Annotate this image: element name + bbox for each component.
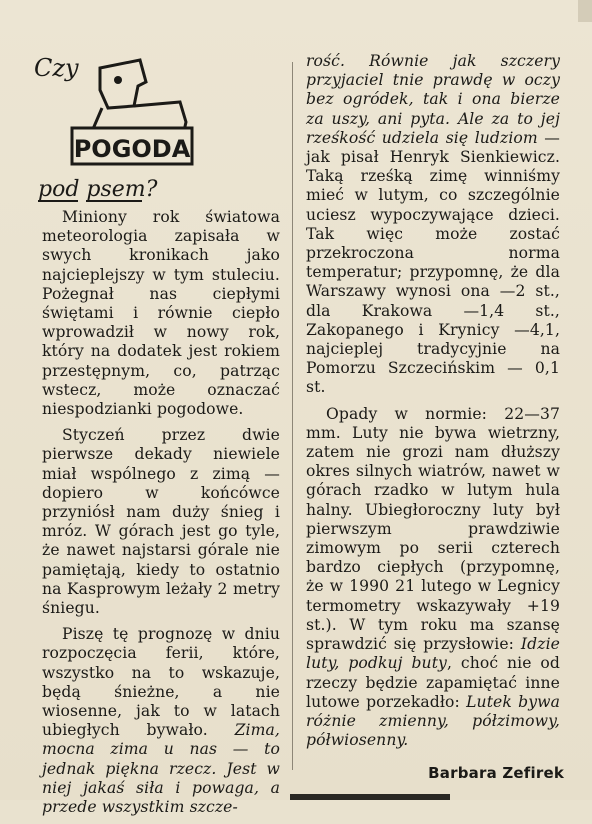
paragraph bbox=[306, 52, 560, 398]
article-column-left bbox=[42, 208, 280, 824]
page-edge-scrap bbox=[578, 0, 592, 22]
paragraph-text: Opady w normie: 22—37 mm. Luty nie bywa wietrzny, zatem nie grozi nam dłuższy okres silnych wiatrów, nawet w górach rzadko w lutym hula halny. Ubiegłoroczny luty był pierwszym prawdziwie zimowym po serii czterech bardzo ciepłych (przypomnę, że w 1990 21 lutego w Legnicy termometry wskazywały +19 st.). W tym roku ma szansę sprawdzić się przysłowie: bbox=[306, 404, 560, 654]
logo-word-main: POGODA bbox=[73, 135, 191, 163]
paragraph: Styczeń przez dwie pierwsze dekady niewiele miał wspólnego z zimą — dopiero w końcówce przyniósł nam duży śnieg i mróz. W górach jest go tyle, że nawet najstarsi górale nie pamiętają, kiedy to ostatnio na Kasprowym leżały 2 metry śniegu. bbox=[42, 426, 280, 618]
quote-text: Zima, mocna zima u nas — to jednak piękna rzecz. Jest w niej jakaś siła i powaga, a przede wszystkim szcze- bbox=[42, 721, 280, 817]
paragraph bbox=[306, 405, 560, 751]
paragraph-text: Piszę tę prognozę w dniu rozpoczęcia ferii, które, wszystko na to wskazuje, będą śnieżne, a nie wiosenne, jak to w latach ubiegłych bywało. bbox=[42, 625, 280, 740]
proverb-text: Lutek bywa różnie zmienny, półzimowy, półwiosenny. bbox=[306, 692, 560, 750]
paragraph-text: , choć nie od rzeczy będzie zapamiętać inne lutowe porzekadło: bbox=[306, 654, 560, 711]
proverb-text: Idzie luty, podkuj buty bbox=[306, 635, 560, 673]
column-logo bbox=[30, 46, 200, 206]
paragraph-text: — jak pisał Henryk Sienkiewicz. Taką rześką zimę winniśmy mieć w lutym, co szczególnie uciesz wypoczywające dzieci. Tak więc może zostać przekroczona norma temperatur; przypomnę, że dla Warszawy wynosi ona —2 st., dla Krakowa —1,4 st., Zakopanego i Krynicy —4,1, najcieplej tradycyjnie na Pomorzu Szczecińskim — 0,1 st. bbox=[306, 128, 560, 397]
print-fragment-icon bbox=[290, 790, 450, 800]
paragraph: Miniony rok światowa meteorologia zapisała w swych kronikach jako najcieplejszy w tym stuleciu. Pożegnał nas ciepłymi świętami i równie ciepło wprowadził w nowy rok, który na dodatek jest rokiem przestępnym, co, patrząc wstecz, może oznaczać niespodzianki pogodowe. bbox=[42, 208, 280, 419]
dog-logo-icon bbox=[30, 46, 200, 206]
quote-text: rość. Równie jak szczery przyjaciel tnie prawdę w oczy bez ogródek, tak i ona bierze za uszy, ani pyta. Ale za to jej rześkość udziela się ludziom bbox=[306, 52, 560, 147]
author-byline: Barbara Zefirek bbox=[428, 764, 564, 782]
logo-word-top: Czy bbox=[34, 54, 79, 82]
article-column-right bbox=[306, 52, 560, 757]
paragraph bbox=[42, 625, 280, 817]
column-divider bbox=[292, 62, 293, 770]
logo-word-bottom: pod psem? bbox=[38, 177, 158, 202]
